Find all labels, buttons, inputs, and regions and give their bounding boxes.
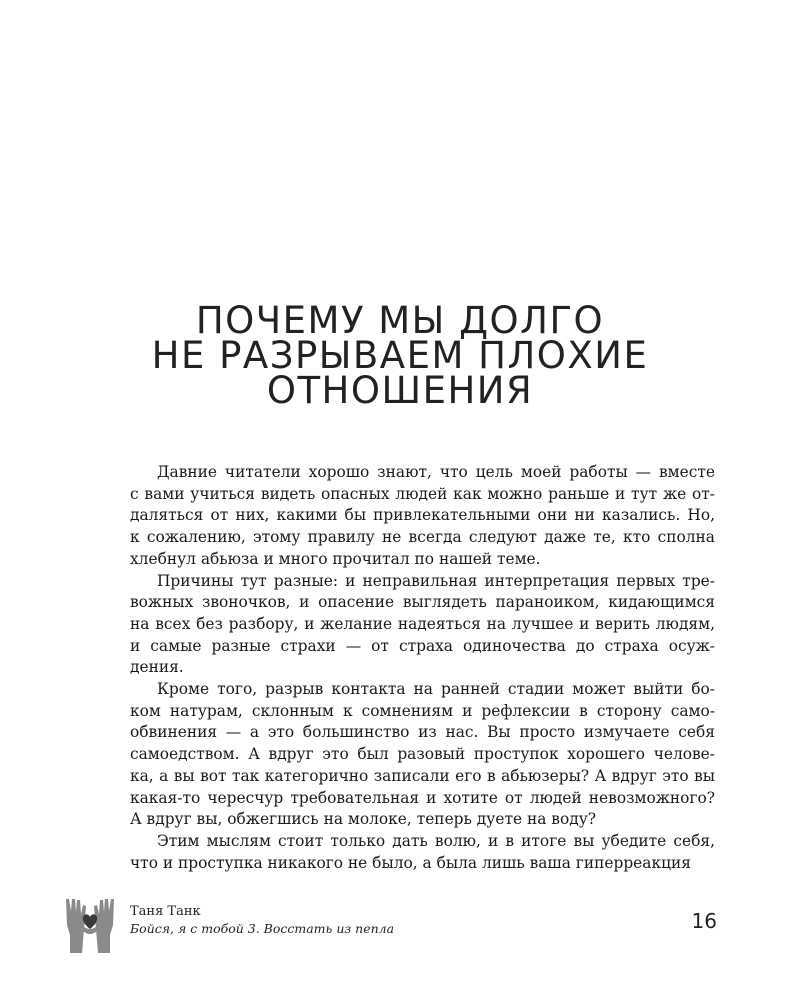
text-line: Давние читатели хорошо знают, что цель моей работы — вместе [157, 463, 715, 481]
paragraph [130, 679, 715, 831]
chapter-title [0, 299, 800, 412]
text-line: даляться от них, какими бы привлекательными они ни казались. Но, [130, 506, 715, 525]
body-text [130, 462, 715, 874]
text-line: хлебнул абьюза и много прочитал по нашей теме. [130, 549, 541, 568]
text-line: к сожалению, этому правилу не всегда следуют даже те, кто сполна [130, 528, 715, 547]
page-number: 16 [691, 909, 717, 933]
chapter-title-line: ПОЧЕМУ МЫ ДОЛГО [195, 299, 605, 342]
text-line: вожных звоночков, и опасение выглядеть параноиком, кидающимся [130, 593, 715, 612]
text-line: обвинения — а это большинство из нас. Вы просто измучаете себя [130, 723, 715, 742]
text-line: ка, а вы вот так категорично записали его в абьюзеры? А вдруг это вы [130, 766, 715, 785]
chapter-title-line: НЕ РАЗРЫВАЕМ ПЛОХИЕ [151, 334, 649, 377]
paragraph [130, 462, 715, 571]
text-line: дения. [130, 658, 184, 677]
text-line: А вдруг вы, обжегшись на молоке, теперь дуете на воду? [130, 810, 596, 829]
chapter-title-line: ОТНОШЕНИЯ [266, 369, 534, 412]
text-line: что и проступка никакого не было, а была лишь ваша гиперреакция [130, 853, 691, 872]
text-line: Этим мыслям стоит только дать волю, и в итоге вы убедите себя, [157, 831, 715, 850]
text-line: Причины тут разные: и неправильная интерпретация первых тре- [157, 571, 715, 590]
text-line: на всех без разбору, и желание надеяться на лучшее и верить людям, [130, 614, 715, 633]
page-footer [60, 895, 720, 955]
text-line: и самые разные страхи — от страха одиночества до страха осуж- [130, 636, 715, 655]
text-line: Кроме того, разрыв контакта на ранней стадии может выйти бо- [157, 680, 715, 699]
paragraph [130, 571, 715, 680]
text-line: какая-то чересчур требовательная и хотите от людей невозможного? [130, 788, 715, 807]
paragraph [130, 831, 715, 874]
text-line: самоедством. А вдруг это был разовый проступок хорошего челове- [130, 745, 715, 764]
hands-heart-icon [60, 895, 120, 953]
text-line: ком натурам, склонным к сомнениям и рефлексии в сторону само- [130, 701, 715, 720]
book-title: Бойся, я с тобой 3. Восстать из пепла [130, 921, 395, 936]
text-line: с вами учиться видеть опасных людей как можно раньше и тут же от- [130, 484, 715, 503]
author-name: Таня Танк [130, 904, 201, 919]
